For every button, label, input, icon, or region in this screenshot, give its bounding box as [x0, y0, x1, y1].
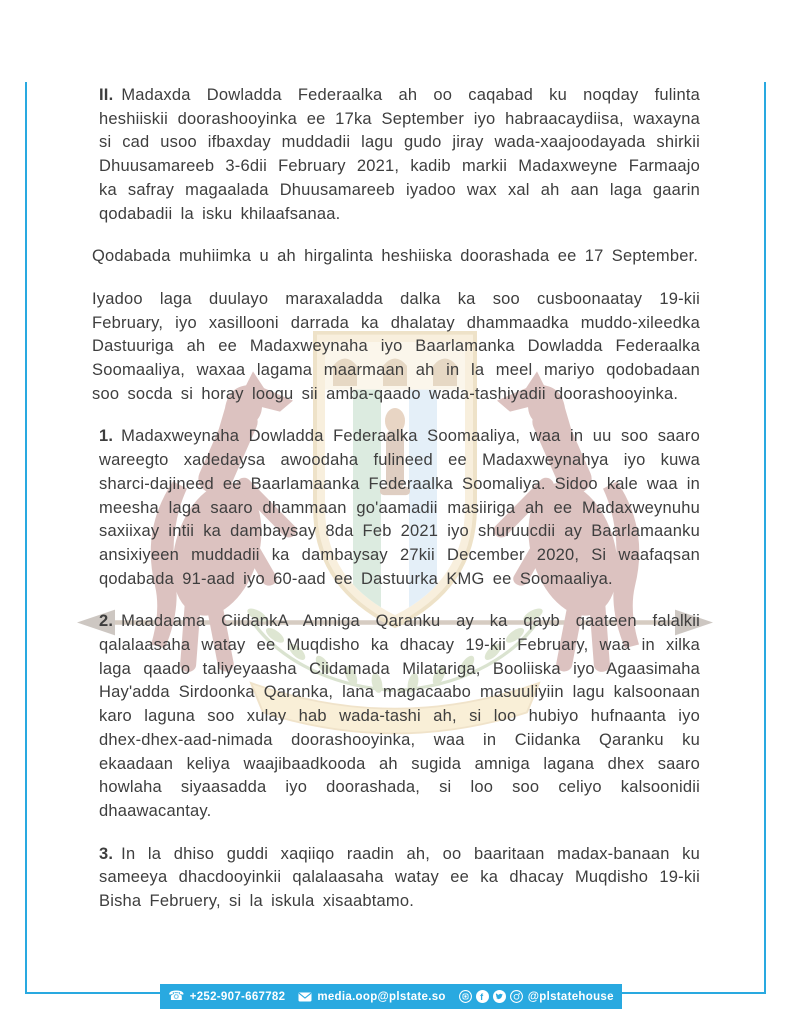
social-handle[interactable]: @plstatehouse: [527, 990, 614, 1003]
intro-paragraph: Iyadoo laga duulayo maraxaladda dalka ka soo cusboonaatay 19-kii February, iyo xasillooni darrada ka dhalatay dhammaadka muddo-xileedka Dastuuriga ah ee Madaxweynaha iyo Baarlamanka Dowladda Federaalka Soomaaliya, waxaa lagama maarmaan ah in la meel mariyo qodobadaan soo socda si horay loogu sii amba-qaado wada-tashiyadii doorashooyinka.: [92, 289, 700, 403]
clause-II: [92, 84, 700, 226]
twitter-icon[interactable]: [493, 990, 506, 1003]
document-body: [92, 84, 700, 933]
clause-3-marker: 3.: [99, 844, 114, 863]
instagram-icon[interactable]: [459, 990, 472, 1003]
clause-II-marker: II.: [99, 86, 114, 104]
social-links: [459, 990, 614, 1003]
clause-II-text: Madaxda Dowladda Federaalka ah oo caqabad ku noqday fulinta heshiiskii doorashooyinka ee 17ka September iyo habraacaydiisa, waxayna si cad usoo ifbaxday muddadii lagu gudo jiray wada-xaajoodayada shirkii Dhuusamareeb 3-6dii February 2021, kadib markii Madaxweyne Farmaajo ka safray magaalada Dhuusamareeb iyadoo wax xal ah aan laga gaarin qodabadii la isku khilaafsanaa.: [99, 86, 700, 223]
section-heading: Qodabada muhiimka u ah hirgalinta heshiiska doorashada ee 17 September.: [92, 247, 699, 266]
clause-2-marker: 2.: [99, 612, 114, 631]
phone-icon: ☎: [168, 989, 185, 1004]
envelope-icon: [298, 992, 312, 1002]
clause-1: [92, 425, 700, 591]
clause-1-marker: 1.: [99, 427, 114, 446]
phone-contact[interactable]: [168, 990, 285, 1003]
clause-1-text: Madaxweynaha Dowladda Federaalka Soomaaliya, waa in uu soo saaro wareegto xadedaysa awoodaha fulineed ee Madaxweynahya iyo kuwa sharci-dajineed ee Baarlamaanka Federaalka Soomaliya. Sidoo kale waa in meesha laga saaro dhammaan go'aamadii masiiriga ah ee Madaxweynuhu saxiixay intii ka dambaysay 8da Feb 2021 iyo shuruucdii ay Baarlamaanku ansixiyeen muddadii ka dambaysay 27kii December 2020, Si waafaqsan qodabada 91-aad iyo 60-aad ee Dastuurka KMG ee Soomaaliya.: [99, 427, 700, 588]
page-border-right: [764, 82, 766, 994]
svg-text:f: f: [479, 991, 484, 1002]
camera-icon[interactable]: [510, 990, 523, 1003]
clause-3: [92, 843, 700, 914]
clause-3-text: In la dhiso guddi xaqiiqo raadin ah, oo baaritaan madax-banaan ku sameeya dhacdooyinkii qalalaasaha watay ee ka dhacay Muqdisho 19-kii Bisha Februery, si la iskula xisaabtamo.: [99, 844, 700, 911]
page-border-left: [25, 82, 27, 994]
email-contact[interactable]: [298, 991, 445, 1003]
clause-2: [92, 610, 700, 823]
facebook-icon[interactable]: [476, 990, 489, 1003]
clause-2-text: Maadaama CiidankA Amniga Qaranku ay ka qayb qaateen falalkii qalalaasaha watay ee Muqdisho ka dhacay 19-kii February, waa in xilka laga qaado taliyeyaasha Ciidamada Milatariga, Booliiska iyo Agaasimaha Hay'adda Sirdoonka Qaranka, lana magacaabo masuuliyiin lagu kalsoonaan karo laguna soo xulay hab wada-tashi ah, si loo hubiyo hufnaanta iyo dhex-dhex-aad-nimada doorashooyinka, waa in Ciidanka Qaranku ku ekaadaan keliya waajibaadkooda ah sugida amniga lagana dhex saaro howlaha siyaasadda iyo doorashada, si loo soo celiyo kalsoonidii dhaawacantay.: [99, 612, 700, 820]
phone-number: +252-907-667782: [189, 990, 286, 1003]
footer-contact-bar: [160, 984, 622, 1009]
email-address: media.oop@plstate.so: [317, 990, 446, 1003]
